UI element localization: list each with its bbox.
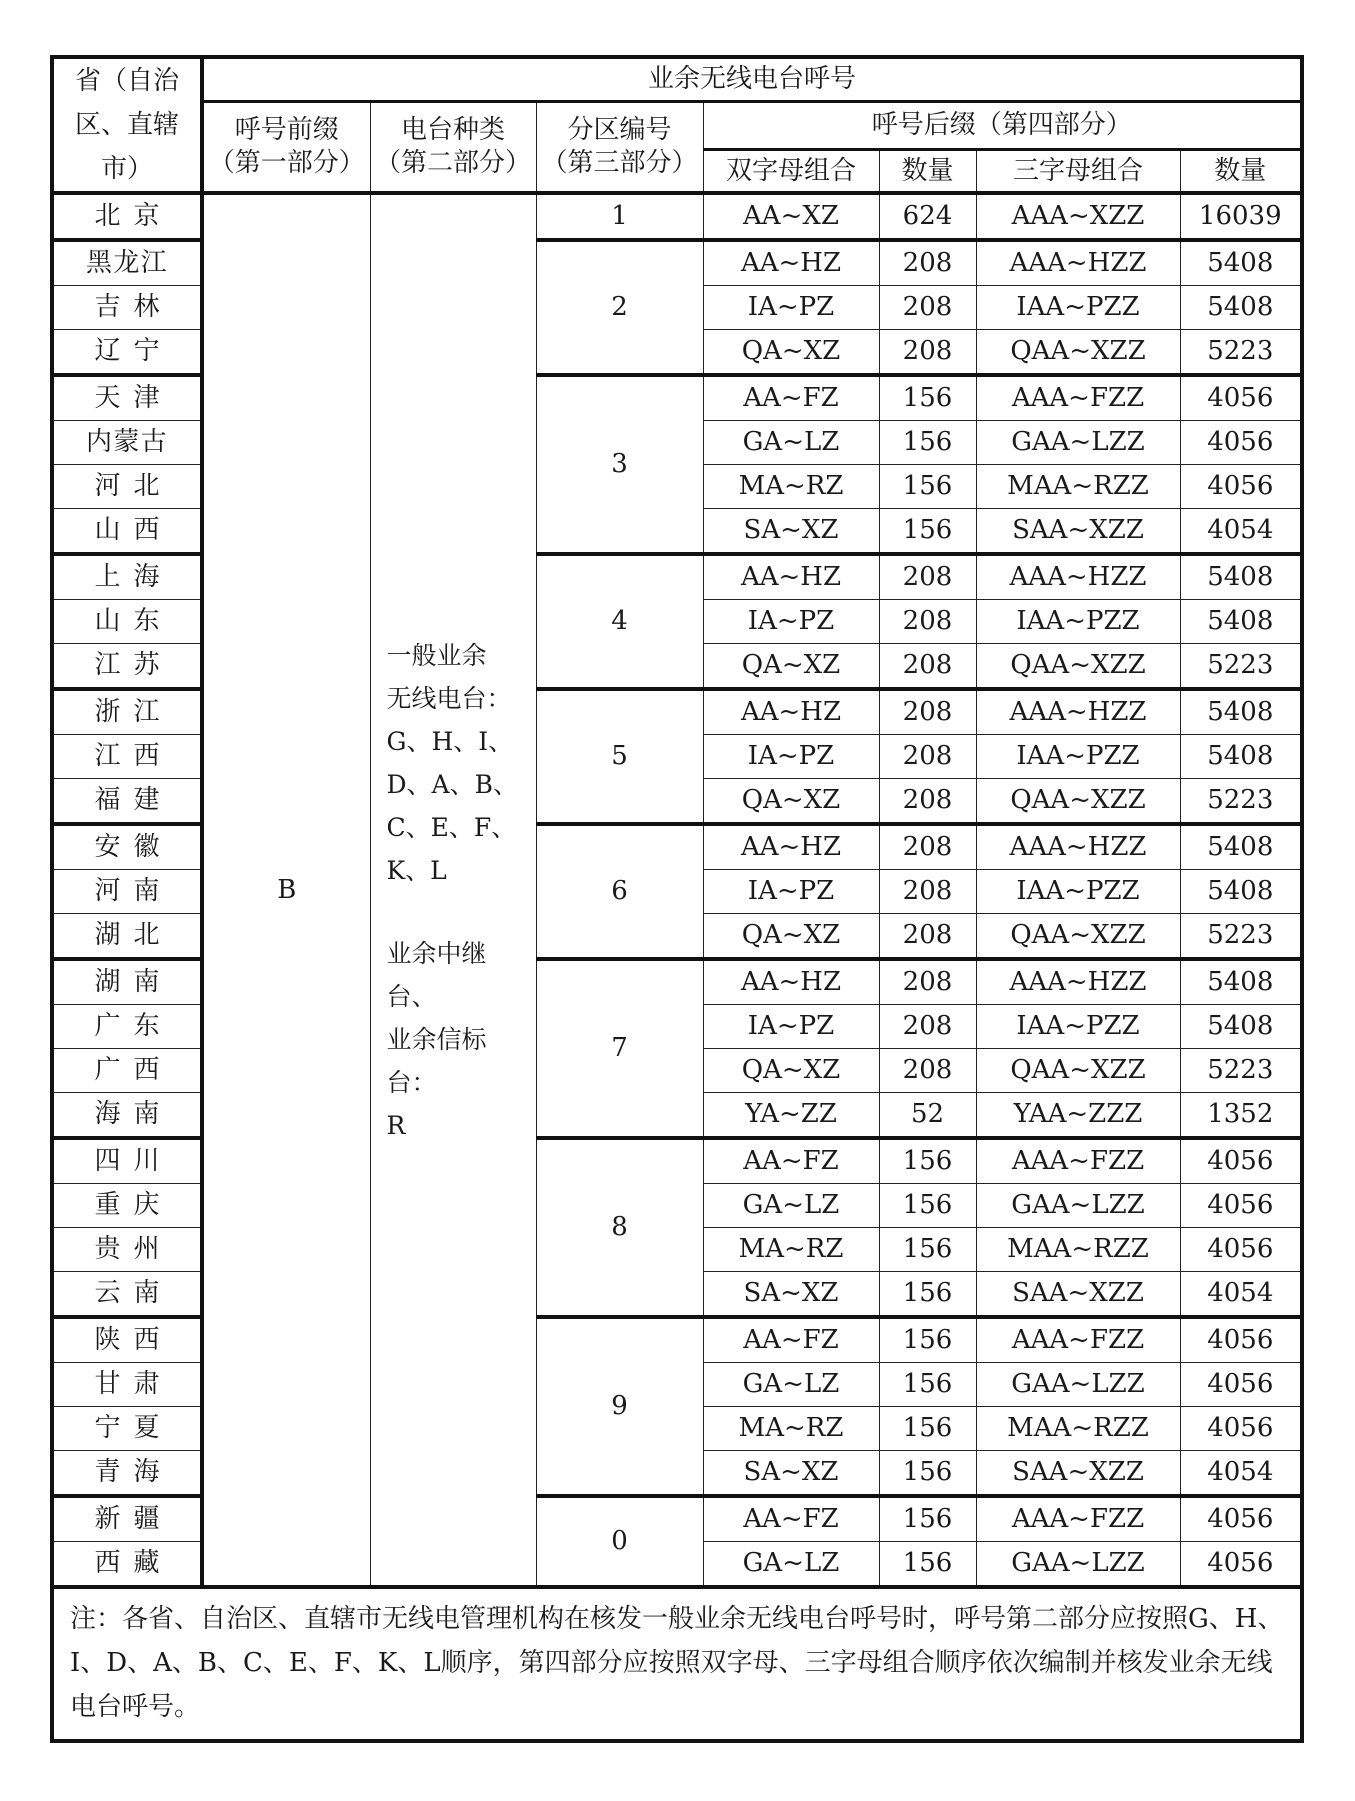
- three-letter-cell: MAA~RZZ: [976, 1228, 1180, 1272]
- count-three-cell: 4056: [1180, 1363, 1302, 1407]
- three-letter-cell: GAA~LZZ: [976, 1542, 1180, 1588]
- count-two-cell: 208: [879, 1049, 976, 1093]
- two-letter-cell: AA~XZ: [703, 193, 879, 240]
- zone-cell: 2: [536, 240, 703, 375]
- province-cell: 云南: [52, 1272, 202, 1318]
- count-three-cell: 5223: [1180, 330, 1302, 376]
- count-three-cell: 5408: [1180, 600, 1302, 644]
- count-two-cell: 156: [879, 1451, 976, 1497]
- two-letter-cell: AA~HZ: [703, 689, 879, 735]
- count-three-cell: 5408: [1180, 824, 1302, 870]
- province-cell: 上海: [52, 554, 202, 600]
- count-two-cell: 208: [879, 554, 976, 600]
- count-three-cell: 4056: [1180, 1184, 1302, 1228]
- province-cell: 陕西: [52, 1317, 202, 1363]
- table-row: [52, 193, 1302, 240]
- count-three-cell: 1352: [1180, 1093, 1302, 1139]
- two-letter-cell: GA~LZ: [703, 1184, 879, 1228]
- station-type-line: K、L: [386, 855, 447, 885]
- three-letter-cell: SAA~XZZ: [976, 1451, 1180, 1497]
- province-cell: 广东: [52, 1005, 202, 1049]
- zone-header: [536, 101, 703, 193]
- station-type-line: D、A、B、: [386, 769, 518, 799]
- three-letter-cell: AAA~HZZ: [976, 689, 1180, 735]
- two-letter-cell: GA~LZ: [703, 1363, 879, 1407]
- three-letter-cell: IAA~PZZ: [976, 600, 1180, 644]
- count-two-cell: 208: [879, 1005, 976, 1049]
- count-two-cell: 208: [879, 779, 976, 825]
- station-type-line: 业余信标台：: [386, 1024, 487, 1097]
- suffix-header: 呼号后缀（第四部分）: [703, 101, 1302, 149]
- two-letter-cell: MA~RZ: [703, 1407, 879, 1451]
- three-letter-cell: GAA~LZZ: [976, 421, 1180, 465]
- two-letter-cell: QA~XZ: [703, 1049, 879, 1093]
- count-two-cell: 156: [879, 421, 976, 465]
- station-type-line: 无线电台：: [386, 683, 512, 713]
- prefix-header-sub: （第一部分）: [208, 147, 365, 178]
- count-two-cell: 156: [879, 1496, 976, 1542]
- three-letter-cell: IAA~PZZ: [976, 870, 1180, 914]
- count-three-cell: 5223: [1180, 644, 1302, 690]
- count-three-cell: 5223: [1180, 1049, 1302, 1093]
- province-cell: 西藏: [52, 1542, 202, 1588]
- two-letter-cell: AA~HZ: [703, 554, 879, 600]
- count-two-cell: 156: [879, 1542, 976, 1588]
- two-letter-cell: IA~PZ: [703, 1005, 879, 1049]
- count-two-cell: 156: [879, 375, 976, 421]
- three-letter-cell: MAA~RZZ: [976, 465, 1180, 509]
- province-cell: 吉林: [52, 286, 202, 330]
- province-cell: 江西: [52, 735, 202, 779]
- count-three-cell: 5223: [1180, 914, 1302, 960]
- three-letter-cell: YAA~ZZZ: [976, 1093, 1180, 1139]
- count-two-cell: 208: [879, 824, 976, 870]
- count-three-cell: 4056: [1180, 1228, 1302, 1272]
- three-letter-cell: QAA~XZZ: [976, 1049, 1180, 1093]
- three-letter-cell: IAA~PZZ: [976, 735, 1180, 779]
- count-two-cell: 208: [879, 735, 976, 779]
- province-cell: 宁夏: [52, 1407, 202, 1451]
- three-letter-cell: AAA~XZZ: [976, 193, 1180, 240]
- two-letter-cell: SA~XZ: [703, 509, 879, 555]
- count-three-cell: 5223: [1180, 779, 1302, 825]
- zone-cell: 4: [536, 554, 703, 689]
- two-letter-cell: SA~XZ: [703, 1272, 879, 1318]
- count-three-cell: 4056: [1180, 375, 1302, 421]
- province-cell: 湖南: [52, 959, 202, 1005]
- zone-header-sub: （第三部分）: [541, 147, 698, 178]
- three-letter-cell: SAA~XZZ: [976, 1272, 1180, 1318]
- station-type-header: [370, 101, 536, 193]
- count-three-cell: 4054: [1180, 1451, 1302, 1497]
- three-letter-cell: AAA~HZZ: [976, 824, 1180, 870]
- count-three-header: 数量: [1180, 149, 1302, 193]
- three-letter-cell: IAA~PZZ: [976, 286, 1180, 330]
- province-cell: 北京: [52, 193, 202, 240]
- three-letter-cell: GAA~LZZ: [976, 1184, 1180, 1228]
- two-letter-cell: QA~XZ: [703, 779, 879, 825]
- two-letter-cell: SA~XZ: [703, 1451, 879, 1497]
- province-cell: 四川: [52, 1138, 202, 1184]
- callsign-header: 业余无线电台呼号: [202, 57, 1302, 101]
- station-type-line: 一般业余: [386, 640, 487, 670]
- count-three-cell: 4056: [1180, 1138, 1302, 1184]
- zone-header-title: 分区编号: [567, 115, 672, 146]
- count-two-cell: 208: [879, 870, 976, 914]
- station-type-line: C、E、F、: [386, 812, 517, 842]
- two-letter-cell: GA~LZ: [703, 421, 879, 465]
- two-letter-cell: AA~FZ: [703, 375, 879, 421]
- two-letter-cell: AA~HZ: [703, 959, 879, 1005]
- province-cell: 天津: [52, 375, 202, 421]
- zone-cell: 3: [536, 375, 703, 554]
- callsign-table: [50, 55, 1304, 1743]
- count-three-cell: 4054: [1180, 509, 1302, 555]
- two-letter-cell: QA~XZ: [703, 330, 879, 376]
- three-letter-cell: QAA~XZZ: [976, 644, 1180, 690]
- count-two-cell: 156: [879, 1363, 976, 1407]
- count-three-cell: 4056: [1180, 1317, 1302, 1363]
- count-three-cell: 4056: [1180, 421, 1302, 465]
- count-three-cell: 5408: [1180, 286, 1302, 330]
- prefix-header-title: 呼号前缀: [234, 115, 339, 146]
- three-letter-cell: AAA~FZZ: [976, 1138, 1180, 1184]
- count-two-cell: 156: [879, 1184, 976, 1228]
- province-cell: 河南: [52, 870, 202, 914]
- two-letter-cell: AA~FZ: [703, 1496, 879, 1542]
- two-letter-cell: IA~PZ: [703, 870, 879, 914]
- province-cell: 江苏: [52, 644, 202, 690]
- three-letter-cell: AAA~HZZ: [976, 240, 1180, 286]
- province-cell: 海南: [52, 1093, 202, 1139]
- province-cell: 辽宁: [52, 330, 202, 376]
- three-letter-cell: QAA~XZZ: [976, 330, 1180, 376]
- two-letter-cell: IA~PZ: [703, 600, 879, 644]
- count-three-cell: 5408: [1180, 870, 1302, 914]
- province-cell: 贵州: [52, 1228, 202, 1272]
- province-cell: 新疆: [52, 1496, 202, 1542]
- zone-cell: 5: [536, 689, 703, 824]
- count-three-cell: 16039: [1180, 193, 1302, 240]
- count-two-cell: 208: [879, 644, 976, 690]
- three-letter-cell: AAA~FZZ: [976, 1496, 1180, 1542]
- count-two-cell: 208: [879, 959, 976, 1005]
- zone-cell: 0: [536, 1496, 703, 1587]
- province-cell: 安徽: [52, 824, 202, 870]
- two-letter-cell: AA~FZ: [703, 1138, 879, 1184]
- province-cell: 甘肃: [52, 1363, 202, 1407]
- count-three-cell: 4054: [1180, 1272, 1302, 1318]
- count-two-cell: 208: [879, 600, 976, 644]
- count-two-cell: 208: [879, 286, 976, 330]
- prefix-cell: B: [202, 193, 370, 1587]
- two-letter-cell: IA~PZ: [703, 735, 879, 779]
- province-cell: 青海: [52, 1451, 202, 1497]
- two-letter-cell: GA~LZ: [703, 1542, 879, 1588]
- count-two-cell: 156: [879, 1272, 976, 1318]
- count-two-cell: 156: [879, 1317, 976, 1363]
- two-letter-cell: QA~XZ: [703, 644, 879, 690]
- three-letter-cell: AAA~HZZ: [976, 959, 1180, 1005]
- count-two-cell: 156: [879, 509, 976, 555]
- province-cell: 福建: [52, 779, 202, 825]
- station-type-line: 业余中继台、: [386, 938, 487, 1011]
- province-cell: 重庆: [52, 1184, 202, 1228]
- province-cell: 湖北: [52, 914, 202, 960]
- count-three-cell: 4056: [1180, 1496, 1302, 1542]
- two-letter-cell: QA~XZ: [703, 914, 879, 960]
- three-letter-cell: AAA~FZZ: [976, 375, 1180, 421]
- three-letter-cell: AAA~HZZ: [976, 554, 1180, 600]
- province-cell: 广西: [52, 1049, 202, 1093]
- count-three-cell: 4056: [1180, 1407, 1302, 1451]
- province-cell: 黑龙江: [52, 240, 202, 286]
- province-cell: 内蒙古: [52, 421, 202, 465]
- table-header: [52, 57, 1302, 193]
- count-three-cell: 5408: [1180, 735, 1302, 779]
- count-two-cell: 624: [879, 193, 976, 240]
- station-type-cell: [370, 193, 536, 1587]
- station-type-line: G、H、I、: [386, 726, 514, 756]
- count-three-cell: 5408: [1180, 240, 1302, 286]
- count-two-cell: 156: [879, 1228, 976, 1272]
- station-type-line: [387, 892, 536, 932]
- two-letter-cell: AA~HZ: [703, 824, 879, 870]
- three-letter-cell: IAA~PZZ: [976, 1005, 1180, 1049]
- station-type-line: R: [386, 1110, 406, 1140]
- two-letter-cell: YA~ZZ: [703, 1093, 879, 1139]
- three-letter-cell: GAA~LZZ: [976, 1363, 1180, 1407]
- two-letter-cell: AA~FZ: [703, 1317, 879, 1363]
- count-three-cell: 5408: [1180, 959, 1302, 1005]
- zone-cell: 7: [536, 959, 703, 1138]
- province-cell: 山东: [52, 600, 202, 644]
- count-two-cell: 52: [879, 1093, 976, 1139]
- callsign-table-wrapper: [50, 55, 1300, 1743]
- province-cell: 山西: [52, 509, 202, 555]
- count-two-cell: 156: [879, 1407, 976, 1451]
- prefix-header: [202, 101, 370, 193]
- province-cell: 浙江: [52, 689, 202, 735]
- count-two-cell: 156: [879, 1138, 976, 1184]
- count-two-cell: 156: [879, 465, 976, 509]
- count-two-cell: 208: [879, 689, 976, 735]
- zone-cell: 8: [536, 1138, 703, 1317]
- three-letter-cell: MAA~RZZ: [976, 1407, 1180, 1451]
- station-type-header-title: 电台种类: [400, 115, 505, 146]
- count-two-cell: 208: [879, 914, 976, 960]
- zone-cell: 9: [536, 1317, 703, 1496]
- three-letter-header: 三字母组合: [976, 149, 1180, 193]
- count-three-cell: 5408: [1180, 554, 1302, 600]
- two-letter-cell: MA~RZ: [703, 1228, 879, 1272]
- zone-cell: 1: [536, 193, 703, 240]
- two-letter-header: 双字母组合: [703, 149, 879, 193]
- count-two-cell: 208: [879, 240, 976, 286]
- three-letter-cell: SAA~XZZ: [976, 509, 1180, 555]
- province-cell: 河北: [52, 465, 202, 509]
- two-letter-cell: MA~RZ: [703, 465, 879, 509]
- zone-cell: 6: [536, 824, 703, 959]
- count-two-cell: 208: [879, 330, 976, 376]
- two-letter-cell: IA~PZ: [703, 286, 879, 330]
- count-three-cell: 4056: [1180, 1542, 1302, 1588]
- count-three-cell: 4056: [1180, 465, 1302, 509]
- table-body: [52, 193, 1302, 1587]
- three-letter-cell: QAA~XZZ: [976, 779, 1180, 825]
- count-three-cell: 5408: [1180, 1005, 1302, 1049]
- three-letter-cell: QAA~XZZ: [976, 914, 1180, 960]
- table-note: 注：各省、自治区、直辖市无线电管理机构在核发一般业余无线电台呼号时，呼号第二部分应按照G、H、I、D、A、B、C、E、F、K、L顺序，第四部分应按照双字母、三字母组合顺序依次编制并核发业余无线电台呼号。: [52, 1587, 1302, 1741]
- two-letter-cell: AA~HZ: [703, 240, 879, 286]
- station-type-header-sub: （第二部分）: [374, 147, 531, 178]
- count-three-cell: 5408: [1180, 689, 1302, 735]
- province-header: 省（自治区、直辖市）: [52, 57, 202, 193]
- count-two-header: 数量: [879, 149, 976, 193]
- three-letter-cell: AAA~FZZ: [976, 1317, 1180, 1363]
